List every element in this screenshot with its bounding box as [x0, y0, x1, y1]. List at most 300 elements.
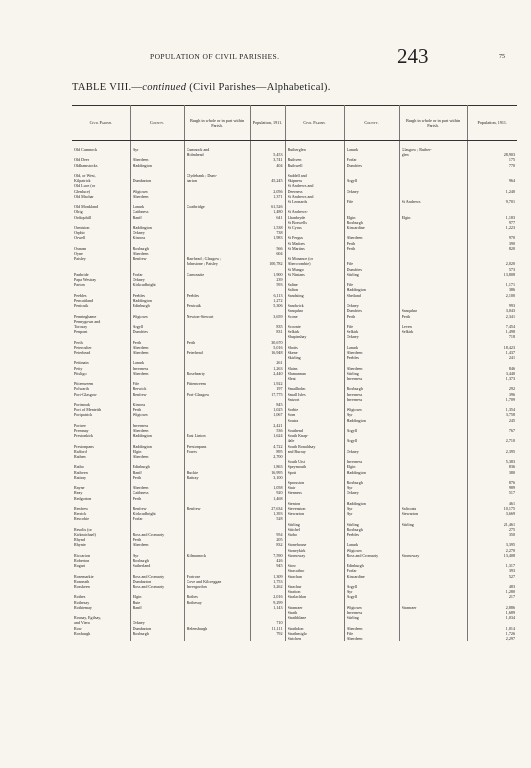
county-name: Kincardine: [346, 225, 365, 231]
population-value: 1,437: [505, 349, 515, 355]
county-name: Fife: [346, 199, 354, 205]
burgh-name: glen: [401, 152, 409, 158]
parish-name: Abercrombie): [287, 261, 311, 267]
county-name: Ayr: [346, 589, 353, 595]
population-value: 1,373: [505, 375, 515, 381]
parish-name: Straiton: [287, 589, 301, 595]
county-name: Argyll: [132, 323, 144, 329]
parish-name: Scone: [287, 313, 298, 319]
parish-name: Saline: [287, 282, 298, 288]
parish-name: Pittenweem: [74, 381, 94, 387]
population-value: 1,624: [273, 433, 283, 439]
county-name: Lanark: [132, 360, 145, 366]
parish-name: Stirling: [287, 521, 300, 527]
right-county-column: [344, 141, 399, 642]
parish-name: Rescobie: [74, 516, 90, 522]
parish-name: Old Deer: [74, 157, 90, 163]
burgh-name: Rosehearty: [186, 370, 205, 376]
population-value: 2,886: [505, 604, 515, 610]
header-county-left: County.: [130, 106, 184, 141]
parish-name: Kirkmichael): [74, 532, 96, 538]
parish-name: Sleat: [287, 375, 296, 381]
population-value: 895: [276, 448, 283, 454]
parish-name: Sanquhar: [287, 308, 303, 314]
population-value: 175: [508, 157, 515, 163]
parish-name: Kilpatrick: [74, 178, 91, 184]
parish-name: Stranraer: [287, 604, 303, 610]
county-name: Banff: [132, 604, 142, 610]
burgh-name: Stornoway: [401, 552, 420, 558]
parish-name: Pennygown and: [74, 318, 101, 324]
population-value: 1,014: [505, 625, 515, 631]
parish-name: Prestonpans: [74, 443, 94, 449]
population-value: 13,408: [503, 552, 515, 558]
burgh-name: [187, 631, 248, 636]
header-burgh-right: Burgh in whole or in part within Parish.: [399, 106, 467, 141]
population-value: 993: [508, 303, 515, 309]
parish-name: Parton: [74, 282, 85, 288]
county-name: Stirling: [346, 271, 359, 277]
county-name: Argyll: [346, 438, 358, 444]
parish-name: and Viera: [74, 620, 90, 626]
population-value: 718: [508, 334, 515, 340]
burgh-name: Clydebank ; Dum-: [186, 173, 217, 179]
population-value: 3,669: [505, 511, 515, 517]
county-name: Orkney: [132, 230, 145, 236]
county-name: Inverness: [346, 459, 363, 465]
county-name: Haddington: [132, 297, 152, 303]
county-name: Wigtown: [346, 604, 362, 610]
parish-name: Stair: [287, 485, 296, 491]
county-name: Argyll: [346, 584, 358, 590]
population-value: 483: [508, 584, 515, 590]
population-value: 954: [276, 532, 283, 538]
county-name: Ross and Cromarty: [346, 552, 379, 558]
county-name: Inverness: [132, 422, 149, 428]
parish-name: Salton: [287, 287, 298, 293]
burgh-name: Invergordon: [186, 584, 207, 590]
population-value: 836: [508, 464, 515, 470]
county-name: Haddington: [132, 443, 152, 449]
burgh-name: Sanquhar: [401, 308, 417, 314]
parish-name: Shotts: [287, 344, 298, 350]
county-name: Caithness: [132, 209, 149, 215]
county-name: Fife: [132, 381, 140, 387]
population-value: 30,670: [271, 339, 283, 345]
population-value: 770: [508, 162, 515, 168]
county-name: Perth: [346, 240, 356, 246]
burgh-name: Renfrew: [186, 506, 201, 512]
parish-name: Rafford: [74, 448, 87, 454]
population-value: 1,753: [273, 578, 283, 584]
burgh-name: Stewarton: [401, 511, 419, 517]
parish-name: Rothiemay: [74, 604, 92, 610]
county-name: Peebles: [346, 532, 360, 538]
population-value: 245: [508, 417, 515, 423]
right-parish-column: [285, 141, 344, 642]
county-name: Bute: [132, 599, 141, 605]
county-name: Elgin: [346, 214, 356, 220]
county-name: Sutherland: [132, 563, 151, 569]
parish-name: Panbride: [74, 271, 89, 277]
parish-name: Strachan: [287, 573, 302, 579]
parish-name: Stonehouse: [287, 542, 307, 548]
population-value: 404: [276, 162, 283, 168]
parish-name: Strichen: [287, 636, 302, 642]
parish-name: Premnay: [74, 427, 89, 433]
parish-name: Stitchel: [287, 526, 301, 532]
burgh-name: Holmhead: [186, 152, 204, 158]
county-name: Ross and Cromarty: [132, 532, 165, 538]
parish-name: Rhynie: [74, 542, 86, 548]
population-value: 1,058: [273, 485, 283, 491]
population-value: 426: [276, 558, 283, 564]
parish-name: Oldhamstocks: [74, 162, 98, 168]
county-name: Wigtown: [132, 188, 148, 194]
population-value: 1,983: [273, 235, 283, 241]
parish-name: Speymouth: [287, 464, 307, 470]
county-name: Aberdeen: [132, 157, 149, 163]
burgh-name: Carnoustie: [186, 271, 205, 277]
population-value: 566: [276, 245, 283, 251]
parish-name: Port-Glasgow: [74, 391, 97, 397]
population-value: 1,900: [273, 271, 283, 277]
parish-name: Lhanbryde: [287, 214, 306, 220]
header-population-right: Population, 1911.: [467, 106, 517, 141]
population-value: 1,240: [505, 188, 515, 194]
parish-name: Southend: [287, 427, 303, 433]
running-title: POPULATION OF CIVIL PARISHES.: [150, 52, 280, 61]
parish-name: Stow: [287, 563, 296, 569]
population-value: 3,758: [505, 412, 515, 418]
county-name: Aberdeen: [132, 349, 149, 355]
parish-name: Polwarth: [74, 386, 89, 392]
population-value: 241: [508, 355, 515, 361]
population-value: 292: [508, 386, 515, 392]
population-value: 390: [508, 240, 515, 246]
parish-name: Stoneykirk: [287, 547, 306, 553]
population-value: 2,700: [273, 453, 283, 459]
parish-name: Rhynd: [74, 537, 85, 543]
population-value: 593: [276, 282, 283, 288]
county-name: Aberdeen: [346, 636, 363, 642]
population-value: 977: [508, 219, 515, 225]
parish-name: Rothes: [74, 594, 86, 600]
parish-name: Rosemarkie: [74, 573, 94, 579]
population-value: 1,393: [273, 511, 283, 517]
burgh-name: Rothes: [186, 594, 198, 600]
county-name: Aberdeen: [132, 193, 149, 199]
county-name: Forfar: [132, 516, 143, 522]
parish-name: Stenness: [287, 490, 302, 496]
parish-name: Stewarton: [287, 511, 305, 517]
county-name: Argyll: [346, 178, 358, 184]
parish-name: Rathven: [74, 469, 88, 475]
population-value: 350: [508, 532, 515, 538]
population-value: 396: [508, 391, 515, 397]
county-name: Inverness: [132, 365, 149, 371]
burgh-name: Cumnock and: [186, 147, 210, 152]
parish-name: Rosneath: [74, 578, 90, 584]
population-value: 1,171: [505, 282, 515, 288]
population-value: 100,782: [269, 261, 283, 267]
county-name: Haddington: [346, 469, 366, 475]
parish-name: Perth: [74, 339, 83, 345]
population-value: 527: [508, 573, 515, 579]
population-value: 1,709: [505, 396, 515, 402]
population-value: 2,440: [273, 370, 283, 376]
county-name: Fife: [346, 323, 354, 329]
county-name: Edinburgh: [132, 464, 150, 470]
population-value: 461: [508, 500, 515, 506]
county-name: Argyll: [346, 594, 358, 600]
population-value: 2,056: [273, 188, 283, 194]
county-name: Dumbarton: [132, 625, 152, 631]
county-name: Kincardine: [346, 573, 365, 579]
population-value: 9,701: [505, 199, 515, 205]
county-name: Ayr: [132, 552, 139, 558]
burgh-name: Rattray: [186, 474, 199, 480]
county-name: Aberdeen: [346, 349, 363, 355]
burgh-name: barton: [186, 178, 197, 184]
parish-name: Papa Westray: [74, 277, 97, 283]
population-value: 3,659: [273, 313, 283, 319]
parish-name: Redgorton: [74, 495, 92, 501]
population-value: 61,526: [271, 204, 283, 210]
county-name: Orkney: [132, 277, 145, 283]
parish-name: Portree: [74, 422, 86, 428]
county-name: Wigtown: [346, 547, 362, 553]
county-name: Stirling: [346, 521, 359, 527]
parish-name: Rothesay: [74, 599, 90, 605]
population-value: 2,100: [505, 292, 515, 298]
parish-name: St Andrews and: [287, 183, 314, 189]
burgh-name: Fortrose: [186, 573, 201, 579]
parish-name: Deerness: [287, 188, 303, 194]
burgh-name: [402, 636, 465, 641]
left-county-column: [130, 141, 184, 642]
county-name: Fife: [346, 282, 354, 288]
population-value: 3,262: [273, 584, 283, 590]
county-name: Lanark: [346, 147, 359, 152]
county-name: Argyll: [346, 427, 358, 433]
burgh-name: Saltcoats: [401, 506, 417, 512]
running-head: [0, 46, 531, 68]
parish-name: Ratho: [74, 464, 84, 470]
parish-name: Stralachlan: [287, 594, 306, 600]
population-value: 28,903: [503, 152, 515, 158]
parish-name: Reay: [74, 490, 83, 496]
burgh-name: St Andrews: [401, 199, 421, 205]
parish-name: St Madoes: [287, 240, 305, 246]
population-value: 205: [276, 537, 283, 543]
parish-name: Oxnam: [74, 245, 87, 251]
county-name: Roxburgh: [132, 630, 149, 636]
population-value: 1,309: [273, 573, 283, 579]
parish-name: Small Isles: [287, 391, 306, 397]
burgh-name: Leven: [401, 323, 412, 329]
left-burgh-column: [184, 141, 250, 642]
population-value: 4,722: [273, 443, 283, 449]
population-value: 792: [276, 630, 283, 636]
county-name: Aberdeen: [132, 344, 149, 350]
parish-name: St Fergus: [287, 235, 304, 241]
burgh-name: Kilmarnock: [186, 552, 207, 558]
table-title: [72, 82, 331, 93]
header-county-right: County.: [344, 106, 399, 141]
population-value: 3,100: [273, 474, 283, 480]
population-value: 13,808: [503, 271, 515, 277]
population-value: 1,480: [273, 209, 283, 215]
county-name: Ayr: [346, 485, 353, 491]
county-name: Perth: [132, 495, 142, 501]
population-value: 275: [508, 526, 515, 532]
parish-name: Torosay: [74, 323, 88, 329]
county-name: Perth: [132, 537, 142, 543]
parish-name: Snizort: [287, 396, 300, 402]
county-name: Aberdeen: [346, 625, 363, 631]
county-name: Peebles: [132, 292, 146, 298]
population-value: 1,317: [505, 563, 515, 569]
burgh-name: Perth: [401, 313, 411, 319]
population-value: 3,395: [505, 542, 515, 548]
parish-name: Penicuik: [74, 303, 89, 309]
county-name: Ayr: [346, 511, 353, 517]
county-name: Roxburgh: [346, 480, 363, 485]
parish-name: Sandwick: [287, 303, 304, 309]
county-name: Selkirk: [346, 329, 359, 335]
parish-name: Strathmiglo: [287, 630, 307, 636]
parish-name: Riccarton: [74, 552, 90, 558]
county-name: Renfrew: [132, 506, 147, 512]
parish-name: Rattray: [74, 474, 87, 480]
county-name: Orkney: [346, 448, 359, 454]
county-name: Aberdeen: [132, 485, 149, 491]
population-value: 3,043: [505, 308, 515, 314]
population-value: 1,498: [505, 329, 515, 335]
county-name: Roxburgh: [346, 219, 363, 225]
parish-name: Portpatrick: [74, 412, 93, 418]
population-value: 517: [508, 490, 515, 496]
population-value: 832: [276, 542, 283, 548]
population-value: 964: [508, 178, 515, 184]
population-value: 393: [508, 568, 515, 574]
burgh-name: Perth: [186, 339, 196, 345]
county-name: Orkney: [346, 334, 359, 340]
parish-table: [72, 105, 517, 641]
right-burgh-column: [399, 141, 467, 642]
county-name: Inverness: [346, 610, 363, 616]
parish-name: Row: [74, 625, 82, 631]
county-name: Orkney: [346, 490, 359, 496]
parish-name: Renfrew: [74, 506, 89, 512]
county-name: Ayr: [346, 412, 353, 418]
population-value: 380: [508, 469, 515, 475]
county-name: Roxburgh: [346, 386, 363, 392]
county-name: Inverness: [346, 396, 363, 402]
county-name: Forfar: [346, 568, 357, 574]
population-value: 876: [508, 480, 515, 485]
county-name: Haddington: [346, 287, 366, 293]
county-name: Aberdeen: [132, 251, 149, 257]
county-name: Aberdeen: [346, 235, 363, 241]
population-value: 2,016: [273, 594, 283, 600]
parish-name: Sorn: [287, 412, 296, 418]
county-name: Renfrew: [132, 256, 147, 262]
county-name: Ross and Cromarty: [132, 584, 165, 590]
population-value: 1,371: [273, 193, 283, 199]
parish-name: Skene: [287, 349, 298, 355]
parish-name: Orphir: [74, 230, 85, 236]
county-name: Orkney: [346, 188, 359, 194]
population-value: 18,423: [503, 344, 515, 350]
burgh-name: Prestonpans: [186, 443, 207, 449]
burgh-name: Buckie: [186, 469, 199, 475]
county-name: Aberdeen: [132, 427, 149, 433]
county-name: Roxburgh: [132, 558, 149, 564]
parish-name: St Monance (or: [287, 256, 313, 262]
parish-name: Old Luce (or: [74, 183, 96, 189]
parish-name: Smailholm: [287, 386, 306, 392]
county-name: Aberdeen: [132, 370, 149, 376]
population-value: 2,270: [505, 547, 515, 553]
population-value: 3,440: [505, 370, 515, 376]
county-name: Aberdeen: [346, 365, 363, 371]
parish-name: Glenluce): [74, 188, 91, 194]
burgh-name: Rothesay: [186, 599, 202, 605]
population-value: 261: [276, 360, 283, 366]
county-name: Caithness: [132, 490, 149, 496]
parish-name: Skirling: [287, 355, 301, 361]
county-name: Aberdeen: [132, 453, 149, 459]
county-name: Kirkcudbright: [132, 511, 156, 517]
parish-name: Prestonkirk: [74, 433, 93, 439]
left-population-column: [250, 141, 285, 642]
parish-name: Roxburgh: [74, 630, 91, 636]
population-value: 1,263: [273, 365, 283, 371]
burgh-name: Pittenweem: [186, 381, 206, 387]
parish-name: and Burray: [287, 448, 306, 454]
county-name: Fife: [346, 261, 354, 267]
parish-name: Ruthven: [287, 157, 302, 163]
county-name: Inverness: [346, 375, 363, 381]
parish-name: dale: [287, 438, 295, 444]
county-name: Dumfries: [346, 266, 362, 272]
parish-name: Rutherglen: [287, 147, 306, 152]
parish-name: Stenton: [287, 500, 301, 506]
population-value: 7,454: [505, 323, 515, 329]
county-name: Haddington: [132, 433, 152, 439]
table-title-continued: continued: [142, 82, 187, 93]
population-value: 604: [276, 251, 283, 257]
county-name: Ayr: [132, 147, 139, 152]
county-name: Ayr: [346, 506, 353, 512]
parish-name: Strachur: [287, 584, 302, 590]
parish-name: Pettinain: [74, 360, 89, 366]
left-parish-column: [72, 141, 130, 642]
population-value: 6,113: [273, 292, 283, 298]
secondary-page-number: 75: [499, 54, 505, 60]
county-name: Perth: [346, 245, 356, 251]
parish-name: Ruthwell: [287, 162, 303, 168]
parish-name: Old Monkland: [74, 204, 98, 210]
parish-name: St Andrews and: [287, 193, 314, 199]
county-name: Elgin: [132, 594, 142, 600]
burgh-name: Selkirk: [401, 329, 414, 335]
county-name: Inverness: [346, 391, 363, 397]
population-value: 386: [508, 287, 515, 293]
county-name: Elgin: [132, 448, 142, 454]
